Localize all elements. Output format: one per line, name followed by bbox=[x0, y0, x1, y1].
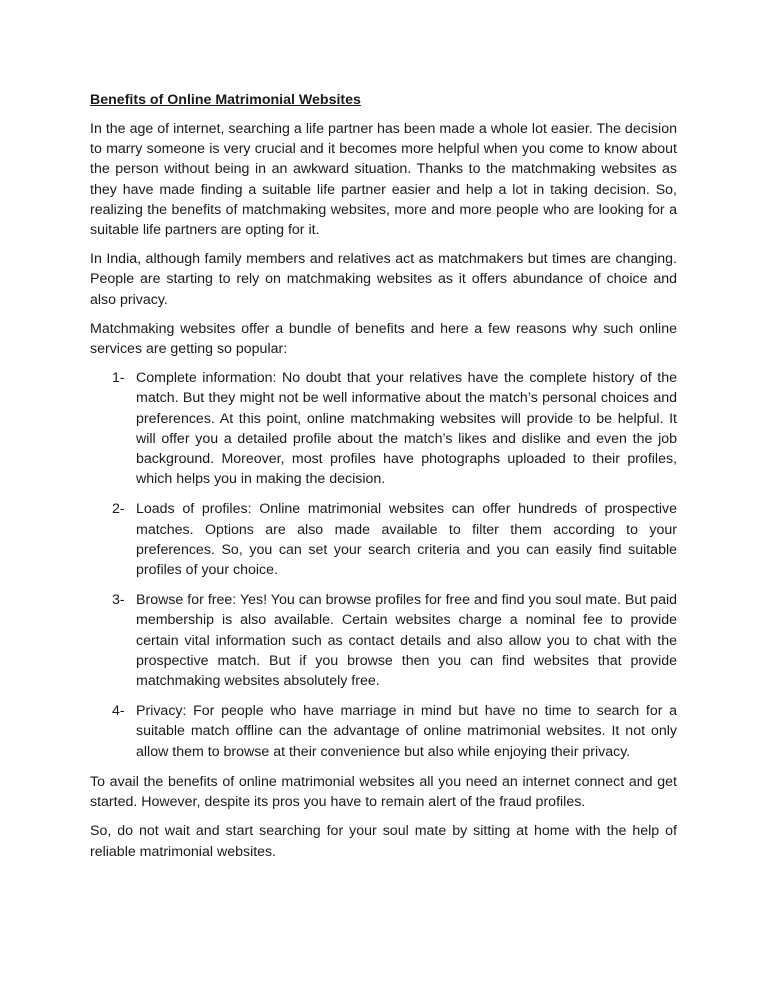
outro-paragraph-2: So, do not wait and start searching for your soul mate by sitting at home with the help of reliable matrimonial websites. bbox=[90, 823, 677, 860]
intro-paragraph-2: In India, although family members and relatives act as matchmakers but times are changing. People are starting to rely on matchmaking websites as it offers abundance of choice and also privacy. bbox=[90, 251, 677, 308]
list-item-number: 2- bbox=[112, 501, 125, 518]
intro-paragraph-1: In the age of internet, searching a life partner has been made a whole lot easier. The decision to marry someone is very crucial and it becomes more helpful when you come to know about the person without being in an awkward situation. Thanks to the matchmaking websites as they have made finding a suitable life partner easier and help a lot in taking decision. So, realizing the benefits of matchmaking websites, more and more people who are looking for a suitable life partners are opting for it. bbox=[90, 121, 677, 239]
list-item-text: Complete information: No doubt that your relatives have the complete history of the match. But they might not be well informative about the match’s personal choices and preferences. At this point, online matchmaking websites will provide to be helpful. It will offer you a detailed profile about the match’s likes and dislike and even the job background. Moreover, most profiles have photographs uploaded to their profiles, which helps you in making the decision. bbox=[136, 370, 677, 488]
benefits-list bbox=[90, 368, 677, 762]
list-item-number: 3- bbox=[112, 592, 125, 609]
intro-paragraph-3: Matchmaking websites offer a bundle of benefits and here a few reasons why such online services are getting so popular: bbox=[90, 320, 677, 358]
list-item bbox=[90, 368, 677, 489]
list-item-text: Privacy: For people who have marriage in mind but have no time to search for a suitable match offline can the advantage of online matrimonial websites. It not only allow them to browse at their convenience but also while enjoying their privacy. bbox=[136, 703, 677, 760]
document-title: Benefits of Online Matrimonial Websites bbox=[90, 92, 361, 108]
list-item-text: Browse for free: Yes! You can browse profiles for free and find you soul mate. But paid membership is also available. Certain websites charge a nominal fee to provide certain vital information such as contact details and also allow you to chat with the prospective match. But if you browse then you can find websites that provide matchmaking websites absolutely free. bbox=[136, 592, 677, 690]
document-page bbox=[90, 90, 677, 871]
list-item bbox=[90, 499, 677, 580]
list-item bbox=[90, 701, 677, 762]
list-item-number: 1- bbox=[112, 370, 125, 387]
list-item-number: 4- bbox=[112, 703, 125, 720]
list-item bbox=[90, 590, 677, 691]
list-item-text: Loads of profiles: Online matrimonial websites can offer hundreds of prospective matches. Options are also made available to filter them according to your preferences. So, you can set your search criteria and you can easily find suitable profiles of your choice. bbox=[136, 501, 677, 579]
outro-paragraph-1: To avail the benefits of online matrimonial websites all you need an internet connect and get started. However, despite its pros you have to remain alert of the fraud profiles. bbox=[90, 773, 677, 811]
